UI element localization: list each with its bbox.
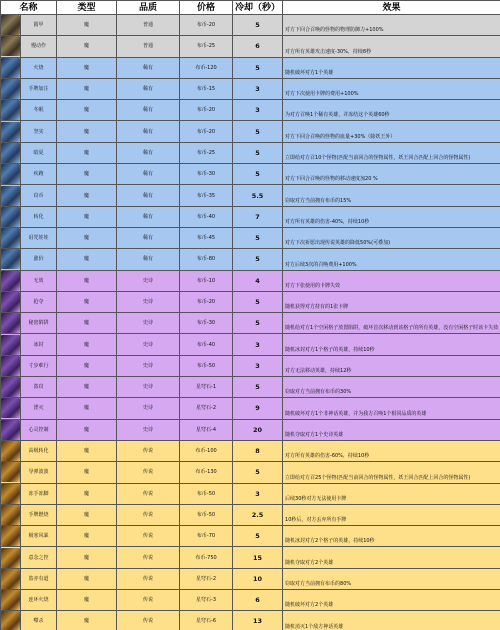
table-row[interactable] [1, 36, 500, 57]
card-quality: 传说 [117, 440, 180, 461]
card-quality: 史诗 [117, 334, 180, 355]
card-quality: 史诗 [117, 355, 180, 376]
card-cooldown: 9 [233, 398, 283, 419]
card-cooldown: 8 [233, 440, 283, 461]
card-type: 魔 [57, 270, 117, 291]
card-type: 魔 [57, 398, 117, 419]
card-cooldown: 13 [233, 611, 283, 630]
card-effect: 随机获得对方持有的1张卡牌 [283, 291, 500, 312]
card-quality: 史诗 [117, 313, 180, 334]
card-effect: 对方所有英雄攻击速度-30%，持续8秒 [283, 36, 500, 57]
card-thumbnail [1, 313, 21, 334]
card-cooldown: 5 [233, 462, 283, 483]
card-quality: 稀有 [117, 57, 180, 78]
card-name: 冻手冻脚 [21, 483, 57, 504]
card-effect: 对方下回合召唤的怪物的移动速度加20 % [283, 164, 500, 185]
table-row[interactable] [1, 270, 500, 291]
card-cooldown: 5 [233, 164, 283, 185]
card-price: 布币-45 [180, 227, 233, 248]
card-name: 暗夏 [21, 142, 57, 163]
card-cooldown: 10 [233, 568, 283, 589]
card-name: 火烧 [21, 57, 57, 78]
card-art-icon [1, 441, 20, 461]
card-effect: 后续30秒对方无法使用卡牌 [283, 483, 500, 504]
card-effect: 对方下张使用的卡牌失效 [283, 270, 500, 291]
card-effect: 窃取对方当前拥有布币的15% [283, 185, 500, 206]
table-row[interactable] [1, 334, 500, 355]
card-thumbnail [1, 547, 21, 568]
card-name: 涨价 [21, 249, 57, 270]
card-thumbnail [1, 398, 21, 419]
card-quality: 稀有 [117, 164, 180, 185]
card-price: 布币-100 [180, 440, 233, 461]
card-price: 星穹石-3 [180, 590, 233, 611]
card-effect: 对方下次使用卡牌的费用+100% [283, 78, 500, 99]
card-quality: 史诗 [117, 270, 180, 291]
table-row[interactable] [1, 100, 500, 121]
card-art-icon [1, 377, 20, 397]
card-cooldown: 4 [233, 270, 283, 291]
table-row[interactable] [1, 526, 500, 547]
card-art-icon [1, 526, 20, 546]
table-row[interactable] [1, 227, 500, 248]
card-art-icon [1, 356, 20, 376]
card-effect: 随机夺取对方1个史诗英雄 [283, 419, 500, 440]
card-quality: 稀有 [117, 227, 180, 248]
card-type: 魔 [57, 164, 117, 185]
card-cooldown: 5 [233, 142, 283, 163]
card-effect: 随机冰封对方2个格子的英雄，持续10秒 [283, 526, 500, 547]
card-cooldown: 5 [233, 15, 283, 36]
card-quality: 稀有 [117, 142, 180, 163]
card-thumbnail [1, 206, 21, 227]
card-price: 布币-750 [180, 547, 233, 568]
card-art-icon [1, 100, 20, 120]
card-type: 魔 [57, 249, 117, 270]
card-effect: 窃取对方当前拥有布币的30% [283, 377, 500, 398]
card-quality: 传说 [117, 526, 180, 547]
table-row[interactable] [1, 206, 500, 227]
card-price: 布币-10 [180, 270, 233, 291]
card-thumbnail [1, 100, 21, 121]
card-cooldown: 3 [233, 78, 283, 99]
card-name: 湮灭 [21, 398, 57, 419]
card-quality: 稀有 [117, 121, 180, 142]
card-art-icon [1, 207, 20, 227]
card-cooldown: 5 [233, 121, 283, 142]
card-price: 布币-80 [180, 249, 233, 270]
card-effect: 10秒后，对方丢弃所有手牌 [283, 504, 500, 525]
card-art-icon [1, 590, 20, 610]
card-art-icon [1, 484, 20, 504]
card-name: 意念之控 [21, 547, 57, 568]
card-price: 布币-20 [180, 121, 233, 142]
card-art-icon [1, 271, 20, 291]
card-type: 魔 [57, 142, 117, 163]
card-price: 布币-40 [180, 206, 233, 227]
card-name: 秘密陷阱 [21, 313, 57, 334]
table-row[interactable] [1, 142, 500, 163]
card-type: 魔 [57, 590, 117, 611]
card-thumbnail [1, 590, 21, 611]
table-row[interactable] [1, 57, 500, 78]
card-art-icon [1, 249, 20, 269]
card-price: 星穹石-2 [180, 398, 233, 419]
card-price: 布币-50 [180, 504, 233, 525]
card-cooldown: 3 [233, 334, 283, 355]
table-row[interactable] [1, 440, 500, 461]
card-type: 魔 [57, 78, 117, 99]
card-type: 魔 [57, 121, 117, 142]
card-type: 魔 [57, 419, 117, 440]
card-thumbnail [1, 78, 21, 99]
card-quality: 稀有 [117, 78, 180, 99]
card-type: 魔 [57, 291, 117, 312]
card-cooldown: 5 [233, 57, 283, 78]
card-cooldown: 5 [233, 526, 283, 547]
card-effect: 对方下次祈愿出现传说英雄的降低50%(可叠加) [283, 227, 500, 248]
card-quality: 稀有 [117, 185, 180, 206]
card-quality: 传说 [117, 547, 180, 568]
card-thumbnail [1, 462, 21, 483]
card-cooldown: 20 [233, 419, 283, 440]
table-row[interactable] [1, 590, 500, 611]
card-art-icon [1, 420, 20, 440]
card-name: 盗窃 [21, 377, 57, 398]
table-row[interactable] [1, 121, 500, 142]
card-effect: 对方下回合召唤的怪物的血量+30%（除妖王外） [283, 121, 500, 142]
card-type: 魔 [57, 334, 117, 355]
card-price: 布币-20 [180, 15, 233, 36]
card-type: 魔 [57, 611, 117, 630]
card-cooldown: 5 [233, 227, 283, 248]
card-thumbnail [1, 36, 21, 57]
card-name: 诅咒娃娃 [21, 227, 57, 248]
card-art-icon [1, 36, 20, 56]
card-quality: 稀有 [117, 100, 180, 121]
card-quality: 史诗 [117, 419, 180, 440]
card-price: 布币-15 [180, 78, 233, 99]
card-quality: 传说 [117, 504, 180, 525]
card-cooldown: 2.5 [233, 504, 283, 525]
card-art-icon [1, 186, 20, 206]
card-thumbnail [1, 249, 21, 270]
card-effect: 随机消灭1个敌方神话英雄 [283, 611, 500, 630]
table-row[interactable] [1, 611, 500, 630]
header-cooldown: 冷却（秒） [233, 1, 283, 15]
card-name: 转化 [21, 206, 57, 227]
card-price: 星穹石-1 [180, 377, 233, 398]
card-thumbnail [1, 142, 21, 163]
card-quality: 传说 [117, 590, 180, 611]
card-effect: 立即给对方召10个怪物(匹配当前回合的怪物属性，妖王回合匹配上回合的怪物属性) [283, 142, 500, 163]
card-cooldown: 7 [233, 206, 283, 227]
card-thumbnail [1, 611, 21, 630]
card-cooldown: 3 [233, 355, 283, 376]
table-body [1, 15, 500, 630]
card-art-icon [1, 398, 20, 418]
card-quality: 普通 [117, 36, 180, 57]
table-row[interactable] [1, 164, 500, 185]
header-effect: 效果 [283, 1, 500, 15]
card-effect: 为对方召唤1个稀有英雄，并冻结这个英雄60秒 [283, 100, 500, 121]
card-name: 心灵控制 [21, 419, 57, 440]
card-type: 魔 [57, 100, 117, 121]
table-row[interactable] [1, 419, 500, 440]
table-row[interactable] [1, 547, 500, 568]
card-quality: 稀有 [117, 249, 180, 270]
card-price: 布币-35 [180, 185, 233, 206]
card-thumbnail [1, 121, 21, 142]
card-price: 布币-30 [180, 313, 233, 334]
card-effect: 随机破坏对方1个非神话英雄，并为我方召唤1个相同品质的英雄 [283, 398, 500, 419]
card-name: 无效 [21, 270, 57, 291]
card-type: 魔 [57, 377, 117, 398]
card-name: 坚实 [21, 121, 57, 142]
card-art-icon [1, 505, 20, 525]
card-type: 魔 [57, 36, 117, 57]
card-effect: 随机破坏对方2个英雄 [283, 590, 500, 611]
card-name: 抢夺 [21, 291, 57, 312]
card-name: 冬眠 [21, 100, 57, 121]
card-type: 魔 [57, 462, 117, 483]
card-type: 魔 [57, 504, 117, 525]
card-effect: 对方后续3次的召唤费用+100% [283, 249, 500, 270]
card-thumbnail [1, 483, 21, 504]
table-header-row [1, 1, 500, 15]
card-price: 布币-50 [180, 355, 233, 376]
table-row[interactable] [1, 15, 500, 36]
card-name: 导弹波波 [21, 462, 57, 483]
card-cooldown: 6 [233, 590, 283, 611]
card-cooldown: 15 [233, 547, 283, 568]
card-thumbnail [1, 419, 21, 440]
card-price: 布币-50 [180, 483, 233, 504]
card-thumbnail [1, 270, 21, 291]
card-type: 魔 [57, 568, 117, 589]
card-cooldown: 5 [233, 313, 283, 334]
card-cooldown: 5 [233, 291, 283, 312]
card-price: 布币-40 [180, 334, 233, 355]
card-thumbnail [1, 164, 21, 185]
card-name: 手牌燃烧 [21, 504, 57, 525]
card-thumbnail [1, 334, 21, 355]
card-name: 盗亦有道 [21, 568, 57, 589]
card-art-icon [1, 143, 20, 163]
table-row[interactable] [1, 504, 500, 525]
card-effect: 随机冰封对方1个格子的英雄，持续10秒 [283, 334, 500, 355]
card-quality: 史诗 [117, 377, 180, 398]
card-art-icon [1, 313, 20, 333]
table-row[interactable] [1, 185, 500, 206]
table-row[interactable] [1, 355, 500, 376]
card-type: 魔 [57, 313, 117, 334]
card-quality: 史诗 [117, 291, 180, 312]
card-name: 慢动作 [21, 36, 57, 57]
card-name: 寸步难行 [21, 355, 57, 376]
card-quality: 传说 [117, 568, 180, 589]
card-name: 连环火烧 [21, 590, 57, 611]
card-type: 魔 [57, 185, 117, 206]
card-name: 圆甲 [21, 15, 57, 36]
card-cooldown: 6 [233, 36, 283, 57]
table-row[interactable] [1, 291, 500, 312]
card-type: 魔 [57, 440, 117, 461]
card-quality: 传说 [117, 611, 180, 630]
card-art-icon [1, 462, 20, 482]
card-quality: 史诗 [117, 398, 180, 419]
card-price: 布币-25 [180, 142, 233, 163]
card-cooldown: 5.5 [233, 185, 283, 206]
card-effect: 随机给对方1个空闲格子放置陷阱，破坏首次移动到该格子的所有英雄，没有空闲格子时该卡失效 [283, 313, 500, 334]
header-price: 价格 [180, 1, 233, 15]
card-price: 布币-120 [180, 57, 233, 78]
card-effect: 随机夺取对方2个英雄 [283, 547, 500, 568]
card-quality: 传说 [117, 462, 180, 483]
card-type: 魔 [57, 206, 117, 227]
card-art-icon [1, 335, 20, 355]
card-effect: 对方无法移动英雄，持续12秒 [283, 355, 500, 376]
card-quality: 普通 [117, 15, 180, 36]
card-name: 手牌加注 [21, 78, 57, 99]
card-name: 极寒风暴 [21, 526, 57, 547]
card-price: 星穹石-4 [180, 419, 233, 440]
card-price: 布币-30 [180, 164, 233, 185]
table-row[interactable] [1, 462, 500, 483]
card-type: 魔 [57, 526, 117, 547]
card-thumbnail [1, 15, 21, 36]
card-name: 疾跑 [21, 164, 57, 185]
card-cooldown: 3 [233, 100, 283, 121]
card-cooldown: 5 [233, 377, 283, 398]
table-row[interactable] [1, 313, 500, 334]
card-thumbnail [1, 291, 21, 312]
card-cooldown: 5 [233, 249, 283, 270]
card-thumbnail [1, 185, 21, 206]
table-row[interactable] [1, 568, 500, 589]
card-art-icon [1, 122, 20, 142]
table-row[interactable] [1, 249, 500, 270]
card-name: 高级转化 [21, 440, 57, 461]
card-effect: 立即给对方召25个怪物(匹配当前回合的怪物属性，妖王回合匹配上回合的怪物属性) [283, 462, 500, 483]
card-effect: 窃取对方当前拥有布币的80% [283, 568, 500, 589]
card-art-icon [1, 611, 20, 630]
card-art-icon [1, 79, 20, 99]
card-effect: 随机破坏对方1个英雄 [283, 57, 500, 78]
card-type: 魔 [57, 227, 117, 248]
card-effect: 对方下回合召唤的怪物的物理防御力+100% [283, 15, 500, 36]
card-thumbnail [1, 377, 21, 398]
card-art-icon [1, 228, 20, 248]
card-thumbnail [1, 440, 21, 461]
card-price: 布币-20 [180, 291, 233, 312]
table-row[interactable] [1, 483, 500, 504]
card-name: 窃币 [21, 185, 57, 206]
card-art-icon [1, 569, 20, 589]
table-row[interactable] [1, 398, 500, 419]
card-type: 魔 [57, 355, 117, 376]
card-price: 布币-25 [180, 36, 233, 57]
card-thumbnail [1, 568, 21, 589]
card-name: 噬杀 [21, 611, 57, 630]
card-art-icon [1, 58, 20, 78]
card-thumbnail [1, 526, 21, 547]
card-price: 布币-70 [180, 526, 233, 547]
card-price: 星穹石-2 [180, 568, 233, 589]
header-name: 名称 [1, 1, 57, 15]
card-type: 魔 [57, 547, 117, 568]
card-art-icon [1, 15, 20, 35]
header-type: 类型 [57, 1, 117, 15]
card-quality: 传说 [117, 483, 180, 504]
card-quality: 稀有 [117, 206, 180, 227]
card-type: 魔 [57, 483, 117, 504]
header-quality: 品质 [117, 1, 180, 15]
card-thumbnail [1, 504, 21, 525]
table-row[interactable] [1, 377, 500, 398]
card-cooldown: 3 [233, 483, 283, 504]
card-effect: 对方所有英雄的伤害-40%，持续10秒 [283, 206, 500, 227]
card-type: 魔 [57, 15, 117, 36]
card-effect: 对方所有英雄的伤害-60%，持续10秒 [283, 440, 500, 461]
card-thumbnail [1, 57, 21, 78]
card-name: 冰封 [21, 334, 57, 355]
card-price: 布币-130 [180, 462, 233, 483]
card-thumbnail [1, 227, 21, 248]
card-thumbnail [1, 355, 21, 376]
card-price: 星穹石-6 [180, 611, 233, 630]
card-type: 魔 [57, 57, 117, 78]
card-art-icon [1, 164, 20, 184]
card-art-icon [1, 292, 20, 312]
table-row[interactable] [1, 78, 500, 99]
card-art-icon [1, 548, 20, 568]
card-price: 布币-20 [180, 100, 233, 121]
